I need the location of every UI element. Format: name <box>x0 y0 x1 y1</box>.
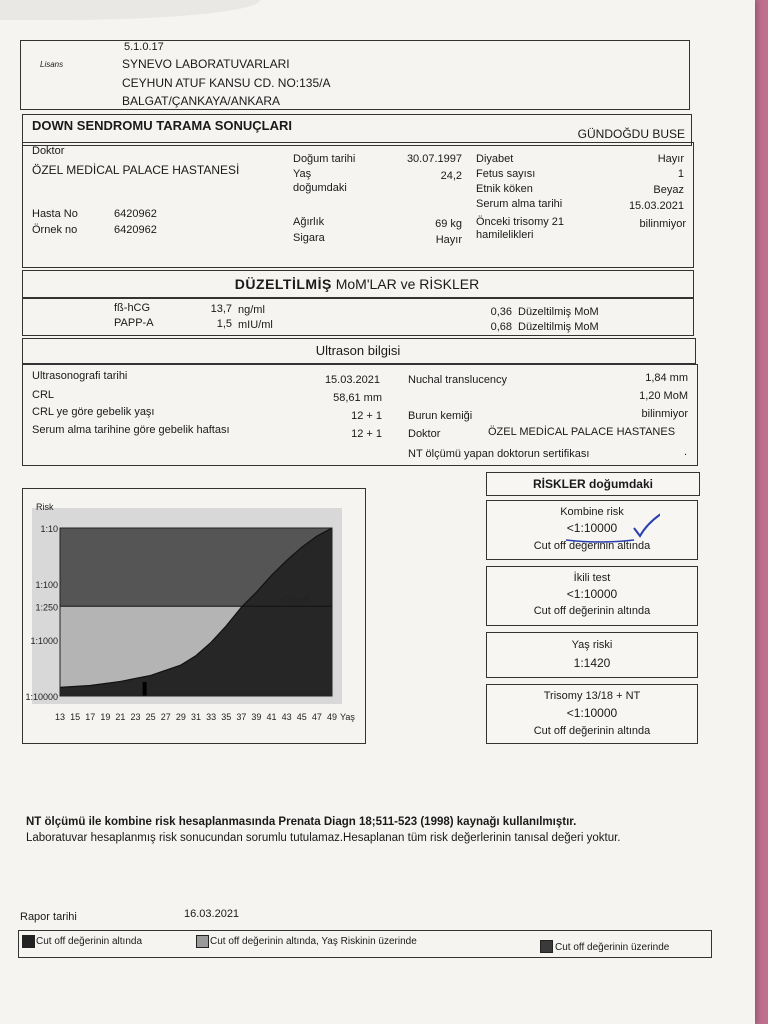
serum-date-label: Serum alma tarihi <box>476 198 563 210</box>
sample-no-label: Örnek no <box>32 224 78 236</box>
patient-info-box <box>22 142 694 268</box>
prev-trisomy-label-2: hamilelikleri <box>476 229 534 241</box>
chart-x-tick-label: 35 <box>221 712 232 722</box>
risk-value: <1:10000 <box>566 706 618 720</box>
chart-y-axis-label: Risk <box>36 502 54 512</box>
chart-x-tick-label: 27 <box>160 712 171 722</box>
risk-note: Cut off değerinin altında <box>533 540 651 552</box>
weight-label: Ağırlık <box>293 216 325 228</box>
mom-corrected-label: Düzeltilmiş MoM <box>518 306 599 318</box>
risk-value: <1:10000 <box>566 521 618 535</box>
chart-x-tick-label: 45 <box>296 712 307 722</box>
mom-value: 1,5 <box>216 318 232 330</box>
legend-label-mid: Cut off değerinin altında, Yaş Riskinin üzerinde <box>210 936 417 947</box>
nasal-bone-value: bilinmiyor <box>641 408 688 420</box>
mom-name: PAPP-A <box>114 317 154 329</box>
report-date-value: 16.03.2021 <box>184 908 240 920</box>
smoking-label: Sigara <box>293 232 325 244</box>
risk-value: 1:1420 <box>573 656 611 670</box>
ga-serum-label: Serum alma tarihine göre gebelik haftası <box>32 424 230 436</box>
sample-no-value: 6420962 <box>114 224 157 236</box>
us-date-label: Ultrasonografi tarihi <box>32 370 128 382</box>
legend-label-below: Cut off değerinin altında <box>36 936 143 947</box>
chart-x-tick-label: 25 <box>145 712 156 722</box>
mom-corrected-label: Düzeltilmiş MoM <box>518 321 599 333</box>
ethnic-value: Beyaz <box>653 184 684 196</box>
chart-patient-marker <box>143 682 147 696</box>
ultrason-title: Ultrason bilgisi <box>315 343 401 358</box>
risk-label: Yaş riski <box>571 639 613 651</box>
crl-value: 58,61 mm <box>333 392 382 404</box>
ga-crl-value: 12 + 1 <box>351 410 382 422</box>
mom-name: fß-hCG <box>114 302 151 314</box>
chart-x-tick-label: 37 <box>236 712 247 722</box>
license-label: Lisans <box>40 60 64 69</box>
prev-trisomy-value: bilinmiyor <box>639 218 686 230</box>
risks-title: RİSKLER doğumdaki <box>532 477 653 491</box>
legend-label-above: Cut off değerinin üzerinde <box>555 942 670 953</box>
chart-x-tick-label: 21 <box>115 712 126 722</box>
serum-date-value: 15.03.2021 <box>628 200 684 212</box>
chart-x-tick-label: 17 <box>85 712 96 722</box>
diabetes-label: Diyabet <box>476 153 514 165</box>
chart-x-tick-label: 39 <box>251 712 262 722</box>
risk-label: İkili test <box>573 572 611 584</box>
age-at-label: doğumdaki <box>293 182 347 194</box>
chart-x-tick-label: 23 <box>130 712 141 722</box>
crl-label: CRL <box>32 389 55 401</box>
chart-x-tick-label: 41 <box>266 712 277 722</box>
weight-value: 69 kg <box>435 218 462 230</box>
us-doctor-value: ÖZEL MEDİCAL PALACE HASTANES <box>488 426 676 438</box>
mom-title-b: MoM'LAR ve RİSKLER <box>335 276 480 292</box>
ga-serum-value: 12 + 1 <box>351 428 382 440</box>
chart-y-tick-label: 1:10 <box>40 524 58 534</box>
mom-value: 13,7 <box>210 303 232 315</box>
us-date-value: 15.03.2021 <box>324 374 380 386</box>
chart-x-tick-label: 47 <box>311 712 322 722</box>
version-text: 5.1.0.17 <box>124 41 164 53</box>
header-box <box>20 40 690 110</box>
lab-name: SYNEVO LABORATUVARLARI <box>122 57 290 71</box>
patient-name: GÜNDOĞDU BUSE <box>577 127 685 141</box>
lab-address-2: BALGAT/ÇANKAYA/ANKARA <box>122 94 281 108</box>
risk-label: Trisomy 13/18 + NT <box>543 690 641 702</box>
cert-label: NT ölçümü yapan doktorun sertifikası <box>408 448 590 460</box>
risk-label: Kombine risk <box>560 506 624 518</box>
report-date-label: Rapor tarihi <box>20 911 77 923</box>
birth-value: 30.07.1997 <box>406 153 462 165</box>
chart-y-tick-label: 1:10000 <box>25 692 58 702</box>
nt-label: Nuchal translucency <box>408 374 508 386</box>
report-title: DOWN SENDROMU TARAMA SONUÇLARI <box>32 118 292 133</box>
chart-x-tick-label: 33 <box>206 712 217 722</box>
risk-note: Cut off değerinin altında <box>533 725 651 737</box>
chart-y-tick-label: 1:1000 <box>30 636 58 646</box>
patient-no-label: Hasta No <box>32 208 78 220</box>
reference-text: NT ölçümü ile kombine risk hesaplanmasında Prenata Diagn 18;511-523 (1998) kaynağı kullanılmıştır. <box>26 816 577 828</box>
age-value: 24,2 <box>440 170 462 182</box>
doctor-label: Doktor <box>32 145 65 157</box>
nt-mom-value: 1,20 MoM <box>639 390 688 402</box>
lab-address-1: CEYHUN ATUF KANSU CD. NO:135/A <box>122 76 331 90</box>
smoking-value: Hayır <box>435 234 462 246</box>
mom-unit: mIU/ml <box>238 319 273 331</box>
chart-x-tick-label: 49 <box>326 712 338 722</box>
patient-no-value: 6420962 <box>114 208 157 220</box>
chart-x-tick-label: 43 <box>281 712 292 722</box>
risk-box-trisomy-13-18 <box>486 684 698 744</box>
mom-corrected: 0,36 <box>490 306 512 318</box>
mom-title <box>22 276 692 292</box>
mom-unit: ng/ml <box>238 304 265 316</box>
chart-x-axis-label: Yaş <box>340 712 355 722</box>
chart-cutoff-label: Cut-off <box>282 594 309 605</box>
legend-swatch-above <box>540 940 553 953</box>
nasal-bone-label: Burun kemiği <box>408 410 473 422</box>
ethnic-label: Etnik köken <box>476 183 533 195</box>
chart-x-tick-label: 13 <box>54 712 66 722</box>
risk-value: <1:10000 <box>566 587 618 601</box>
chart-y-tick-label: 1:250 <box>35 602 58 613</box>
birth-label: Doğum tarihi <box>293 153 356 165</box>
legend-swatch-below <box>22 935 35 948</box>
hospital-name: ÖZEL MEDİCAL PALACE HASTANESİ <box>32 163 240 177</box>
cert-value: . <box>684 446 688 458</box>
chart-x-tick-label: 19 <box>100 712 111 722</box>
risk-chart <box>22 488 364 742</box>
ga-crl-label: CRL ye göre gebelik yaşı <box>32 406 155 418</box>
risk-box-double-test <box>486 566 698 626</box>
fetus-value: 1 <box>677 168 684 180</box>
risk-note: Cut off değerinin altında <box>533 605 651 617</box>
legend-swatch-mid <box>196 935 209 948</box>
chart-x-tick-label: 15 <box>70 712 81 722</box>
diabetes-value: Hayır <box>657 153 684 165</box>
handwritten-checkmark <box>560 508 660 548</box>
risk-box-age <box>486 632 698 678</box>
mom-title-a: DÜZELTİLMİŞ <box>234 276 332 292</box>
age-label: Yaş <box>293 168 312 180</box>
fetus-label: Fetus sayısı <box>476 168 536 180</box>
chart-y-tick-label: 1:100 <box>35 580 58 590</box>
nt-value: 1,84 mm <box>645 372 688 384</box>
disclaimer-text: Laboratuvar hesaplanmış risk sonucundan sorumlu tutulamaz.Hesaplanan tüm risk değerlerinin tanısal değeri yoktur. <box>26 832 621 844</box>
us-doctor-label: Doktor <box>408 428 441 440</box>
mom-corrected: 0,68 <box>490 321 512 333</box>
page-curl <box>0 0 260 20</box>
risks-title-box <box>486 472 700 496</box>
chart-x-tick-label: 29 <box>175 712 186 722</box>
prev-trisomy-label-1: Önceki trisomy 21 <box>476 216 565 228</box>
chart-x-tick-label: 31 <box>190 712 202 722</box>
